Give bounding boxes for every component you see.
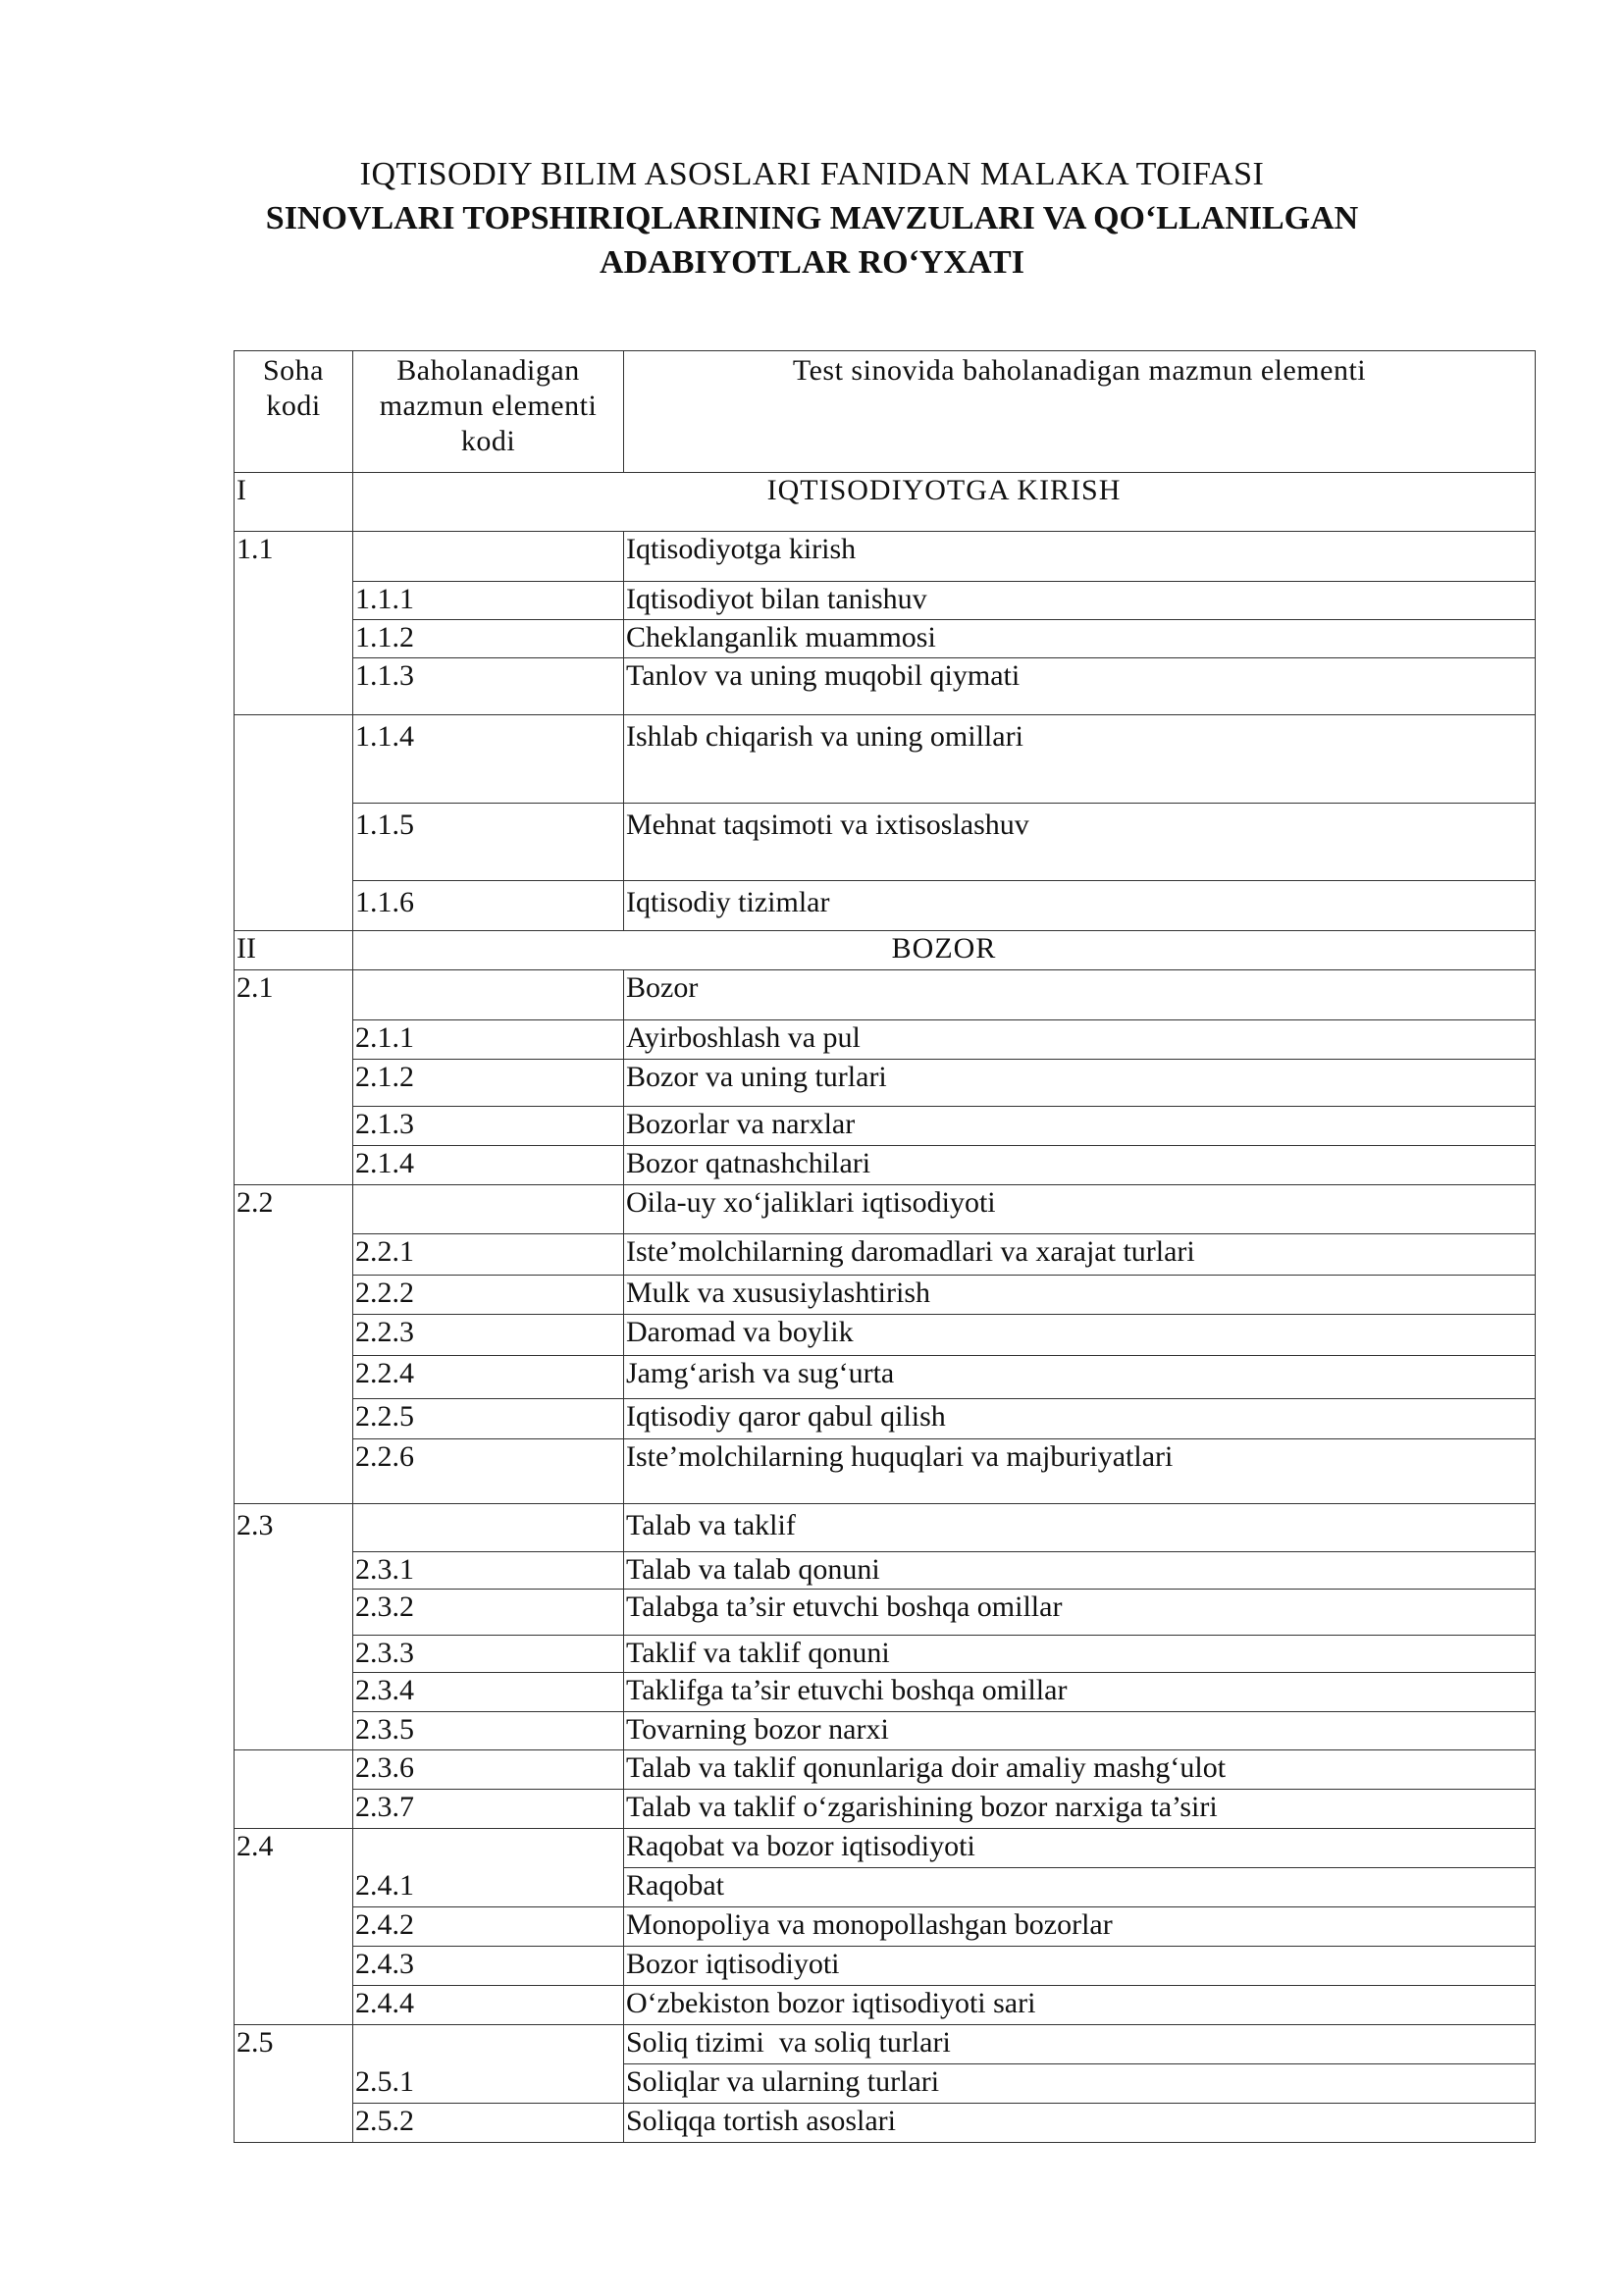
table-row: [235, 2104, 1536, 2143]
element-code: 1.1.5: [353, 804, 624, 881]
table-row: [235, 1750, 1536, 1790]
soha-code: [235, 1636, 353, 1673]
element-code: 2.3.4: [353, 1673, 624, 1712]
soha-code: [235, 881, 353, 931]
table-row: [235, 1504, 1536, 1552]
soha-code: 2.2: [235, 1185, 353, 1234]
element-title: Iste’molchilarning huquqlari va majburiyatlari: [624, 1439, 1536, 1504]
table-header-row: [235, 351, 1536, 473]
soha-code: [235, 1439, 353, 1504]
soha-code: [235, 620, 353, 658]
soha-code: [235, 1276, 353, 1315]
soha-code: 2.3: [235, 1504, 353, 1552]
table-row: [235, 1060, 1536, 1107]
section-code: I: [235, 473, 353, 532]
document-title: [0, 152, 1624, 285]
table-row: [235, 1590, 1536, 1636]
element-code: 2.1.4: [353, 1146, 624, 1185]
title-line-2: SINOVLARI TOPSHIRIQLARINING MAVZULARI VA QO‘LLANILGAN: [265, 200, 1359, 236]
header-soha-kodi: Soha kodi: [235, 351, 353, 473]
element-title: Bozor iqtisodiyoti: [624, 1947, 1536, 1986]
element-code: [353, 970, 624, 1020]
table-row: [235, 1868, 1536, 1907]
section-row: [235, 931, 1536, 970]
table-row: [235, 582, 1536, 620]
table-row: [235, 804, 1536, 881]
element-title: Iqtisodiyot bilan tanishuv: [624, 582, 1536, 620]
table-row: [235, 1020, 1536, 1060]
element-code: [353, 1829, 624, 1868]
table-row: [235, 1712, 1536, 1750]
table-row: [235, 881, 1536, 931]
table-row: [235, 1439, 1536, 1504]
element-code: 2.4.1: [353, 1868, 624, 1907]
soha-code: [235, 1750, 353, 1790]
element-title: Bozor va uning turlari: [624, 1060, 1536, 1107]
element-title: Iqtisodiyotga kirish: [624, 532, 1536, 582]
element-code: 2.3.1: [353, 1552, 624, 1590]
element-title: Ishlab chiqarish va uning omillari: [624, 715, 1536, 804]
section-title: BOZOR: [353, 931, 1536, 970]
soha-code: [235, 1712, 353, 1750]
element-code: 2.2.3: [353, 1315, 624, 1356]
element-code: 2.3.6: [353, 1750, 624, 1790]
element-code: 1.1.4: [353, 715, 624, 804]
element-code: 1.1.3: [353, 658, 624, 715]
element-code: 2.3.3: [353, 1636, 624, 1673]
element-code: [353, 1504, 624, 1552]
soha-code: [235, 1790, 353, 1829]
table-row: [235, 1552, 1536, 1590]
element-code: 2.1.3: [353, 1107, 624, 1146]
element-code: 2.2.5: [353, 1399, 624, 1439]
element-title: Mulk va xususiylashtirish: [624, 1276, 1536, 1315]
soha-code: [235, 1356, 353, 1399]
element-code: 2.5.2: [353, 2104, 624, 2143]
soha-code: [235, 1146, 353, 1185]
element-title: Iqtisodiy qaror qabul qilish: [624, 1399, 1536, 1439]
element-code: [353, 2025, 624, 2064]
element-code: 2.2.1: [353, 1234, 624, 1276]
table-row: [235, 1673, 1536, 1712]
table-row: [235, 970, 1536, 1020]
element-code: 2.4.3: [353, 1947, 624, 1986]
table-row: [235, 1356, 1536, 1399]
soha-code: [235, 1907, 353, 1947]
soha-code: [235, 1020, 353, 1060]
soha-code: [235, 1947, 353, 1986]
element-code: [353, 532, 624, 582]
table-row: [235, 2064, 1536, 2104]
element-code: [353, 1185, 624, 1234]
table-row: [235, 620, 1536, 658]
table-row: [235, 2025, 1536, 2064]
element-title: Talabga ta’sir etuvchi boshqa omillar: [624, 1590, 1536, 1636]
soha-code: [235, 2064, 353, 2104]
soha-code: [235, 1868, 353, 1907]
element-title: Monopoliya va monopollashgan bozorlar: [624, 1907, 1536, 1947]
element-title: Bozorlar va narxlar: [624, 1107, 1536, 1146]
soha-code: [235, 1673, 353, 1712]
element-title: Talab va taklif o‘zgarishining bozor narxiga ta’siri: [624, 1790, 1536, 1829]
element-title: Talab va taklif: [624, 1504, 1536, 1552]
table-row: [235, 1185, 1536, 1234]
soha-code: 2.5: [235, 2025, 353, 2064]
table-row: [235, 1907, 1536, 1947]
soha-code: [235, 1399, 353, 1439]
soha-code: [235, 582, 353, 620]
element-title: Soliq tizimi va soliq turlari: [624, 2025, 1536, 2064]
element-title: Daromad va boylik: [624, 1315, 1536, 1356]
section-code: II: [235, 931, 353, 970]
element-title: Mehnat taqsimoti va ixtisoslashuv: [624, 804, 1536, 881]
soha-code: [235, 804, 353, 881]
soha-code: [235, 1107, 353, 1146]
soha-code: [235, 1590, 353, 1636]
element-code: 2.4.4: [353, 1986, 624, 2025]
element-code: 2.3.5: [353, 1712, 624, 1750]
soha-code: 2.4: [235, 1829, 353, 1868]
table-row: [235, 1947, 1536, 1986]
soha-code: [235, 1315, 353, 1356]
soha-code: [235, 2104, 353, 2143]
element-code: 2.1.1: [353, 1020, 624, 1060]
element-title: Iste’molchilarning daromadlari va xarajat turlari: [624, 1234, 1536, 1276]
element-code: 2.1.2: [353, 1060, 624, 1107]
element-title: Tovarning bozor narxi: [624, 1712, 1536, 1750]
soha-code: [235, 1986, 353, 2025]
element-code: 2.4.2: [353, 1907, 624, 1947]
section-title: IQTISODIYOTGA KIRISH: [353, 473, 1536, 532]
element-title: Cheklanganlik muammosi: [624, 620, 1536, 658]
table-row: [235, 1986, 1536, 2025]
table-row: [235, 1107, 1536, 1146]
element-title: Soliqqa tortish asoslari: [624, 2104, 1536, 2143]
element-title: Soliqlar va ularning turlari: [624, 2064, 1536, 2104]
table-row: [235, 1146, 1536, 1185]
element-title: Taklifga ta’sir etuvchi boshqa omillar: [624, 1673, 1536, 1712]
element-title: Oila-uy xo‘jaliklari iqtisodiyoti: [624, 1185, 1536, 1234]
element-code: 1.1.2: [353, 620, 624, 658]
element-title: Taklif va taklif qonuni: [624, 1636, 1536, 1673]
element-code: 2.5.1: [353, 2064, 624, 2104]
element-title: Jamg‘arish va sug‘urta: [624, 1356, 1536, 1399]
element-title: Iqtisodiy tizimlar: [624, 881, 1536, 931]
soha-code: [235, 658, 353, 715]
element-code: 2.3.2: [353, 1590, 624, 1636]
title-line-1: IQTISODIY BILIM ASOSLARI FANIDAN MALAKA TOIFASI: [359, 156, 1265, 192]
element-title: Ayirboshlash va pul: [624, 1020, 1536, 1060]
table-row: [235, 532, 1536, 582]
element-code: 2.2.6: [353, 1439, 624, 1504]
element-code: 2.3.7: [353, 1790, 624, 1829]
table-row: [235, 1790, 1536, 1829]
table-row: [235, 1315, 1536, 1356]
element-title: Raqobat: [624, 1868, 1536, 1907]
soha-code: 1.1: [235, 532, 353, 582]
element-title: Tanlov va uning muqobil qiymati: [624, 658, 1536, 715]
header-element: Test sinovida baholanadigan mazmun elementi: [624, 351, 1536, 473]
table-row: [235, 658, 1536, 715]
soha-code: [235, 1552, 353, 1590]
table-row: [235, 1636, 1536, 1673]
soha-code: 2.1: [235, 970, 353, 1020]
element-title: Bozor qatnashchilari: [624, 1146, 1536, 1185]
table-row: [235, 1234, 1536, 1276]
table-row: [235, 1829, 1536, 1868]
element-title: Talab va taklif qonunlariga doir amaliy mashg‘ulot: [624, 1750, 1536, 1790]
element-code: 2.2.2: [353, 1276, 624, 1315]
soha-code: [235, 1234, 353, 1276]
element-title: Raqobat va bozor iqtisodiyoti: [624, 1829, 1536, 1868]
element-code: 1.1.1: [353, 582, 624, 620]
table-row: [235, 1399, 1536, 1439]
title-line-3: ADABIYOTLAR RO‘YXATI: [600, 244, 1024, 281]
section-row: [235, 473, 1536, 532]
element-code: 1.1.6: [353, 881, 624, 931]
table-row: [235, 715, 1536, 804]
element-title: Bozor: [624, 970, 1536, 1020]
element-title: Talab va talab qonuni: [624, 1552, 1536, 1590]
soha-code: [235, 1060, 353, 1107]
table-row: [235, 1276, 1536, 1315]
header-element-kodi: Baholanadigan mazmun elementi kodi: [353, 351, 624, 473]
element-code: 2.2.4: [353, 1356, 624, 1399]
soha-code: [235, 715, 353, 804]
topics-table: [234, 350, 1536, 2143]
element-title: O‘zbekiston bozor iqtisodiyoti sari: [624, 1986, 1536, 2025]
